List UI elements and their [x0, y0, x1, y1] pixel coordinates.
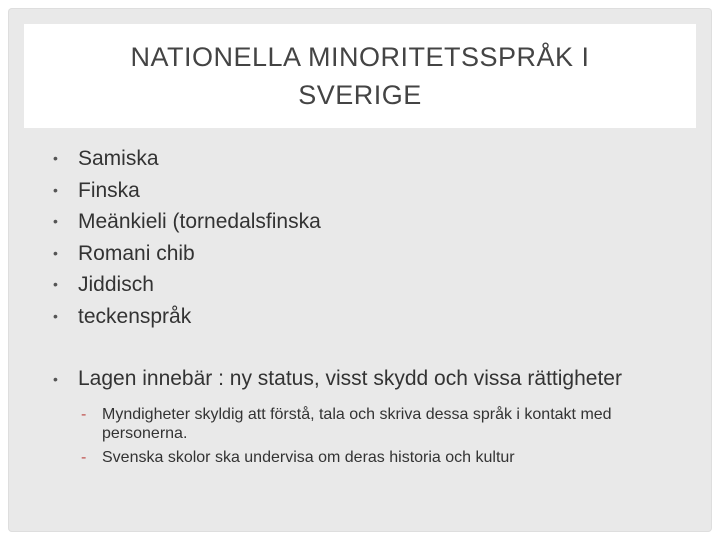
- sub-list-item: [78, 405, 693, 443]
- law-list: [53, 367, 693, 472]
- list-item: [53, 175, 673, 207]
- dash-icon: -: [81, 449, 87, 466]
- language-item: Meänkieli (tornedalsfinska: [78, 210, 321, 233]
- bullet-icon: •: [53, 244, 58, 261]
- language-item: Romani chib: [78, 241, 195, 265]
- language-item: Jiddisch: [78, 273, 154, 296]
- language-list: [53, 143, 673, 332]
- law-text: Lagen innebär : ny status, visst skydd och vissa rättigheter: [78, 367, 622, 390]
- bullet-icon: •: [53, 181, 58, 198]
- slide-title: NATIONELLA MINORITETSSPRÅK I SVERIGE: [130, 42, 590, 110]
- language-item: Samiska: [78, 147, 159, 170]
- list-item: [53, 206, 673, 238]
- title-box: [24, 24, 696, 128]
- bullet-icon: •: [53, 150, 58, 166]
- language-item: Finska: [78, 178, 140, 202]
- law-point: Svenska skolor ska undervisa om deras historia och kultur: [102, 449, 515, 466]
- law-points: [78, 405, 693, 467]
- bullet-icon: •: [53, 371, 58, 387]
- law-point: Myndigheter skyldig att förstå, tala och skriva dessa språk i kontakt med personerna.: [102, 406, 612, 442]
- bullet-icon: •: [53, 307, 58, 324]
- bullet-icon: •: [53, 213, 58, 229]
- sub-list-item: [78, 448, 693, 467]
- slide: [8, 8, 712, 532]
- language-item: teckenspråk: [78, 304, 192, 328]
- bullet-icon: •: [53, 276, 58, 292]
- list-item: [53, 367, 693, 467]
- list-item: [53, 301, 673, 333]
- list-item: [53, 238, 673, 270]
- list-item: [53, 269, 673, 301]
- list-item: [53, 143, 673, 175]
- dash-icon: -: [81, 406, 87, 423]
